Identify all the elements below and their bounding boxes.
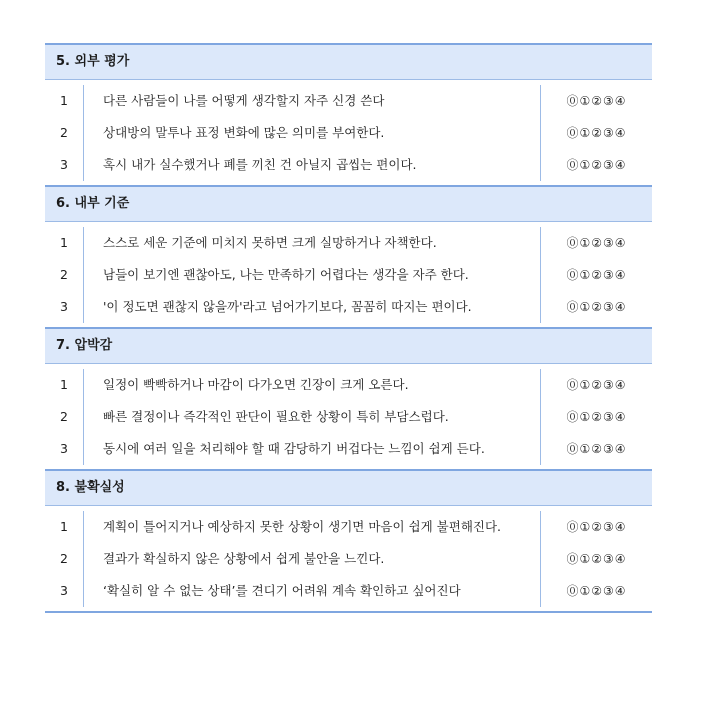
- section-title: 5. 외부 평가: [45, 45, 652, 80]
- rating-scale-column: [541, 227, 652, 323]
- item-number-column: [45, 227, 84, 323]
- rating-scale: ⓪①②③④: [566, 236, 627, 250]
- section-internal-standard: [45, 187, 652, 329]
- item-statement: 계획이 틀어지거나 예상하지 못한 상황이 생기면 마음이 쉽게 불편해진다.: [103, 519, 502, 534]
- section-title: 7. 압박감: [45, 329, 652, 364]
- rating-scale: ⓪①②③④: [566, 410, 627, 424]
- item-statement: 동시에 여러 일을 처리해야 할 때 감당하기 버겁다는 느낌이 쉽게 든다.: [103, 441, 485, 456]
- item-number: 3: [60, 157, 68, 172]
- rating-scale: ⓪①②③④: [566, 378, 627, 392]
- rating-scale: ⓪①②③④: [566, 300, 627, 314]
- item-number-column: [45, 85, 84, 181]
- item-number: 1: [60, 377, 68, 392]
- rating-scale: ⓪①②③④: [566, 520, 627, 534]
- rating-scale: ⓪①②③④: [566, 158, 627, 172]
- item-statement: 빠른 결정이나 즉각적인 판단이 필요한 상황이 특히 부담스럽다.: [103, 409, 449, 424]
- item-statement: 혹시 내가 실수했거나 폐를 끼친 건 아닐지 곱씹는 편이다.: [103, 157, 417, 172]
- item-number: 1: [60, 235, 68, 250]
- item-statement: 남들이 보기엔 괜찮아도, 나는 만족하기 어렵다는 생각을 자주 한다.: [103, 267, 469, 282]
- rating-scale: ⓪①②③④: [566, 94, 627, 108]
- rating-scale: ⓪①②③④: [566, 552, 627, 566]
- section-body: [45, 80, 652, 185]
- rating-scale: ⓪①②③④: [566, 584, 627, 598]
- item-text-column: [84, 85, 541, 181]
- section-body: [45, 506, 652, 611]
- rating-scale-column: [541, 85, 652, 181]
- item-number: 1: [60, 519, 68, 534]
- rating-scale: ⓪①②③④: [566, 268, 627, 282]
- item-statement: ‘확실히 알 수 없는 상태’를 견디기 어려워 계속 확인하고 싶어진다: [103, 583, 461, 598]
- section-external-evaluation: [45, 45, 652, 187]
- section-body: [45, 364, 652, 469]
- section-uncertainty: [45, 471, 652, 613]
- item-number: 3: [60, 299, 68, 314]
- item-number: 3: [60, 583, 68, 598]
- rating-scale-column: [541, 511, 652, 607]
- item-number-column: [45, 369, 84, 465]
- rating-scale: ⓪①②③④: [566, 126, 627, 140]
- item-number: 2: [60, 125, 68, 140]
- item-statement: 다른 사람들이 나를 어떻게 생각할지 자주 신경 쓴다: [103, 93, 385, 108]
- item-text-column: [84, 369, 541, 465]
- item-statement: 일정이 빡빡하거나 마감이 다가오면 긴장이 크게 오른다.: [103, 377, 409, 392]
- item-number: 2: [60, 409, 68, 424]
- item-text-column: [84, 227, 541, 323]
- section-title: 8. 불확실성: [45, 471, 652, 506]
- item-number-column: [45, 511, 84, 607]
- item-statement: '이 정도면 괜찮지 않을까'라고 넘어가기보다, 꼼꼼히 따지는 편이다.: [103, 299, 472, 314]
- section-body: [45, 222, 652, 327]
- rating-scale-column: [541, 369, 652, 465]
- item-number: 1: [60, 93, 68, 108]
- section-pressure: [45, 329, 652, 471]
- section-title: 6. 내부 기준: [45, 187, 652, 222]
- item-number: 2: [60, 551, 68, 566]
- questionnaire-table: [45, 43, 652, 613]
- item-statement: 스스로 세운 기준에 미치지 못하면 크게 실망하거나 자책한다.: [103, 235, 437, 250]
- item-number: 2: [60, 267, 68, 282]
- item-number: 3: [60, 441, 68, 456]
- rating-scale: ⓪①②③④: [566, 442, 627, 456]
- item-text-column: [84, 511, 541, 607]
- item-statement: 상대방의 말투나 표정 변화에 많은 의미를 부여한다.: [103, 125, 385, 140]
- item-statement: 결과가 확실하지 않은 상황에서 쉽게 불안을 느낀다.: [103, 551, 385, 566]
